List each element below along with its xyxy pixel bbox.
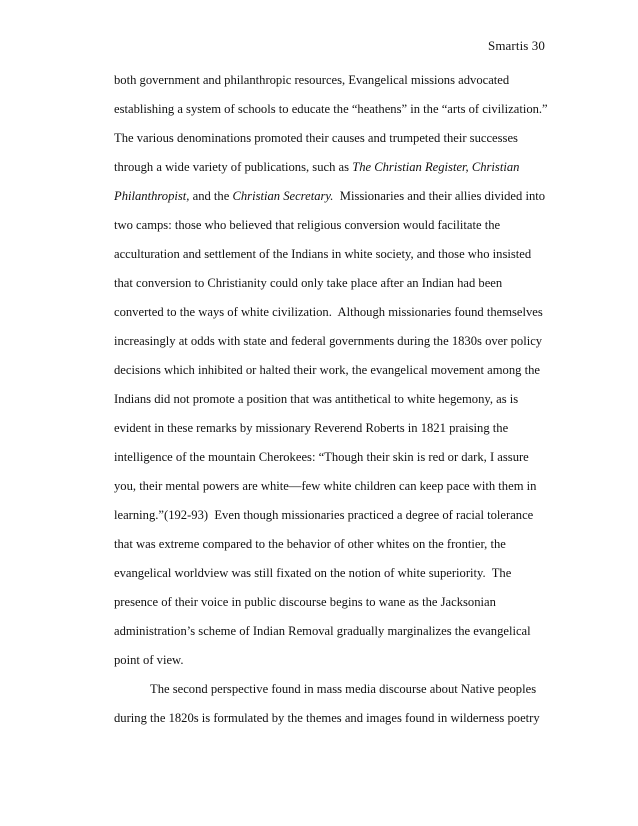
text-line: administration’s scheme of Indian Removal gradually marginalizes the evangelical (114, 624, 531, 638)
text-line: that was extreme compared to the behavior of other whites on the frontier, the (114, 537, 506, 551)
text-line: acculturation and settlement of the Indians in white society, and those who insisted (114, 247, 532, 261)
text-line: through a wide variety of publications, such as The Christian Register, Christian (114, 160, 520, 174)
publication-title: Christian Secretary. (232, 189, 334, 203)
text-line: that conversion to Christianity could only take place after an Indian had been (114, 276, 503, 290)
publication-title: The Christian Register, Christian (352, 160, 520, 174)
body-text (114, 66, 548, 733)
text-line: you, their mental powers are white—few white children can keep pace with them in (114, 479, 537, 493)
text-line: learning.”(192-93) Even though missionaries practiced a degree of racial tolerance (114, 508, 534, 522)
text-line: increasingly at odds with state and federal governments during the 1830s over policy (114, 334, 543, 348)
running-head: Smartis 30 (488, 38, 545, 53)
publication-title: Philanthropist, (114, 189, 190, 203)
paragraph-start-line: The second perspective found in mass media discourse about Native peoples (150, 682, 537, 696)
text-line: establishing a system of schools to educate the “heathens” in the “arts of civilization.” (114, 102, 548, 116)
text-line: presence of their voice in public discourse begins to wane as the Jacksonian (114, 595, 496, 609)
text-line: evident in these remarks by missionary Reverend Roberts in 1821 praising the (114, 421, 509, 435)
text-line: Philanthropist, and the Christian Secretary. Missionaries and their allies divided into (114, 189, 546, 203)
text-line: during the 1820s is formulated by the themes and images found in wilderness poetry (114, 711, 540, 725)
text-line: Indians did not promote a position that was antithetical to white hegemony, as is (114, 392, 519, 406)
text-line: evangelical worldview was still fixated on the notion of white superiority. The (114, 566, 512, 580)
text-line: The various denominations promoted their causes and trumpeted their successes (114, 131, 518, 145)
text-line: two camps: those who believed that religious conversion would facilitate the (114, 218, 501, 232)
text-line: both government and philanthropic resources, Evangelical missions advocated (114, 73, 510, 87)
text-line: intelligence of the mountain Cherokees: “Though their skin is red or dark, I assure (114, 450, 529, 464)
text-line: converted to the ways of white civilization. Although missionaries found themselves (114, 305, 543, 319)
text-line: decisions which inhibited or halted their work, the evangelical movement among the (114, 363, 540, 377)
text-line: point of view. (114, 653, 184, 667)
